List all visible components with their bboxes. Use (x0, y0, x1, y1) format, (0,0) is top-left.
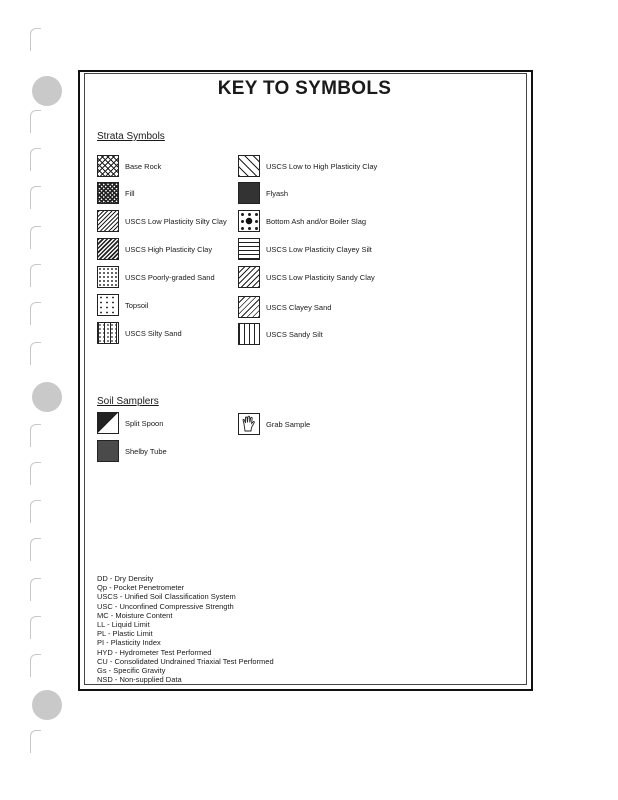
legend-item-silty-sand (97, 322, 243, 344)
legend-item-high-plasticity-clay (97, 238, 243, 260)
legend-label: USCS Low Plasticity Silty Clay (125, 216, 227, 226)
legend-item-low-high-plasticity-clay (238, 155, 384, 177)
sandy-clay-pattern-icon (238, 266, 260, 288)
legend-item-clayey-sand (238, 296, 384, 318)
abbreviation-item: NSD - Non-supplied Data (97, 675, 182, 685)
legend-label: USCS Silty Sand (125, 328, 182, 338)
abbreviation-item: PI - Plasticity Index (97, 638, 161, 648)
legend-item-topsoil (97, 294, 243, 316)
punch-hole (32, 690, 62, 720)
abbreviation-item: MC - Moisture Content (97, 610, 173, 620)
abbreviation-list (97, 574, 274, 684)
binder-ring-mark (30, 462, 41, 485)
legend-label: Base Rock (125, 161, 162, 171)
shelby-tube-icon (97, 440, 119, 462)
silty-clay-pattern-icon (97, 210, 119, 232)
legend-label: USCS High Plasticity Clay (125, 244, 213, 254)
sandy-silt-pattern-icon (238, 323, 260, 345)
abbreviation-item: CU - Consolidated Undrained Triaxial Test Performed (97, 656, 274, 666)
low-high-plasticity-clay-pattern-icon (238, 155, 260, 177)
binder-ring-mark (30, 264, 41, 287)
legend-item-fill (97, 182, 243, 204)
binder-ring-mark (30, 654, 41, 677)
binder-ring-mark (30, 730, 41, 753)
legend-label: Fill (125, 188, 135, 198)
binder-ring-mark (30, 110, 41, 133)
binder-ring-mark (30, 148, 41, 171)
binder-ring-mark (30, 186, 41, 209)
legend-item-grab-sample (238, 413, 384, 435)
legend-label: Topsoil (125, 300, 149, 310)
legend-label: Flyash (266, 188, 289, 198)
legend-item-split-spoon (97, 412, 243, 434)
legend-item-bottom-ash (238, 210, 384, 232)
topsoil-pattern-icon (97, 294, 119, 316)
split-spoon-icon (97, 412, 119, 434)
legend-label: USCS Low to High Plasticity Clay (266, 161, 378, 171)
abbreviation-item: DD - Dry Density (97, 574, 154, 583)
abbreviation-item: HYD - Hydrometer Test Performed (97, 647, 212, 657)
strata-symbols-heading: Strata Symbols (97, 131, 165, 142)
punch-hole (32, 76, 62, 106)
legend-item-sandy-silt (238, 323, 384, 345)
legend-label: USCS Poorly-graded Sand (125, 272, 215, 282)
binder-ring-mark (30, 424, 41, 447)
clayey-sand-pattern-icon (238, 296, 260, 318)
bottom-ash-pattern-icon (238, 210, 260, 232)
binder-ring-mark (30, 28, 41, 51)
abbreviation-item: USCS - Unified Soil Classification System (97, 592, 236, 602)
soil-samplers-heading: Soil Samplers (97, 396, 159, 407)
binder-ring-mark (30, 302, 41, 325)
legend-item-sandy-clay (238, 266, 384, 288)
legend-label: Shelby Tube (125, 446, 167, 456)
page-title: KEY TO SYMBOLS (217, 78, 392, 99)
abbreviation-item: PL - Plastic Limit (97, 629, 153, 639)
grab-sample-hand-icon (238, 413, 260, 435)
binder-ring-mark (30, 226, 41, 249)
legend-label: Split Spoon (125, 418, 164, 428)
legend-item-flyash (238, 182, 384, 204)
legend-item-silty-clay (97, 210, 243, 232)
abbreviation-item: LL - Liquid Limit (97, 620, 150, 630)
flyash-pattern-icon (238, 182, 260, 204)
fill-pattern-icon (97, 182, 119, 204)
legend-item-shelby-tube (97, 440, 243, 462)
legend-item-poorly-graded-sand (97, 266, 243, 288)
binder-ring-mark (30, 538, 41, 561)
legend-label: Grab Sample (266, 419, 311, 429)
legend-label: Bottom Ash and/or Boiler Slag (266, 216, 367, 226)
punch-hole (32, 382, 62, 412)
binder-ring-mark (30, 342, 41, 365)
clayey-silt-pattern-icon (238, 238, 260, 260)
legend-label: USCS Low Plasticity Sandy Clay (266, 272, 375, 282)
legend-label: USCS Sandy Silt (266, 329, 323, 339)
base-rock-pattern-icon (97, 155, 119, 177)
silty-sand-pattern-icon (97, 322, 119, 344)
poorly-graded-sand-pattern-icon (97, 266, 119, 288)
legend-item-base-rock (97, 155, 243, 177)
binder-ring-mark (30, 578, 41, 601)
abbreviation-item: USC - Unconfined Compressive Strength (97, 601, 234, 611)
legend-label: USCS Low Plasticity Clayey Silt (266, 244, 372, 254)
abbreviation-item: Gs - Specific Gravity (97, 666, 166, 676)
high-plasticity-clay-pattern-icon (97, 238, 119, 260)
binder-ring-mark (30, 500, 41, 523)
legend-item-clayey-silt (238, 238, 384, 260)
legend-label: USCS Clayey Sand (266, 302, 332, 312)
binder-ring-mark (30, 616, 41, 639)
abbreviation-item: Qp - Pocket Penetrometer (97, 583, 185, 593)
